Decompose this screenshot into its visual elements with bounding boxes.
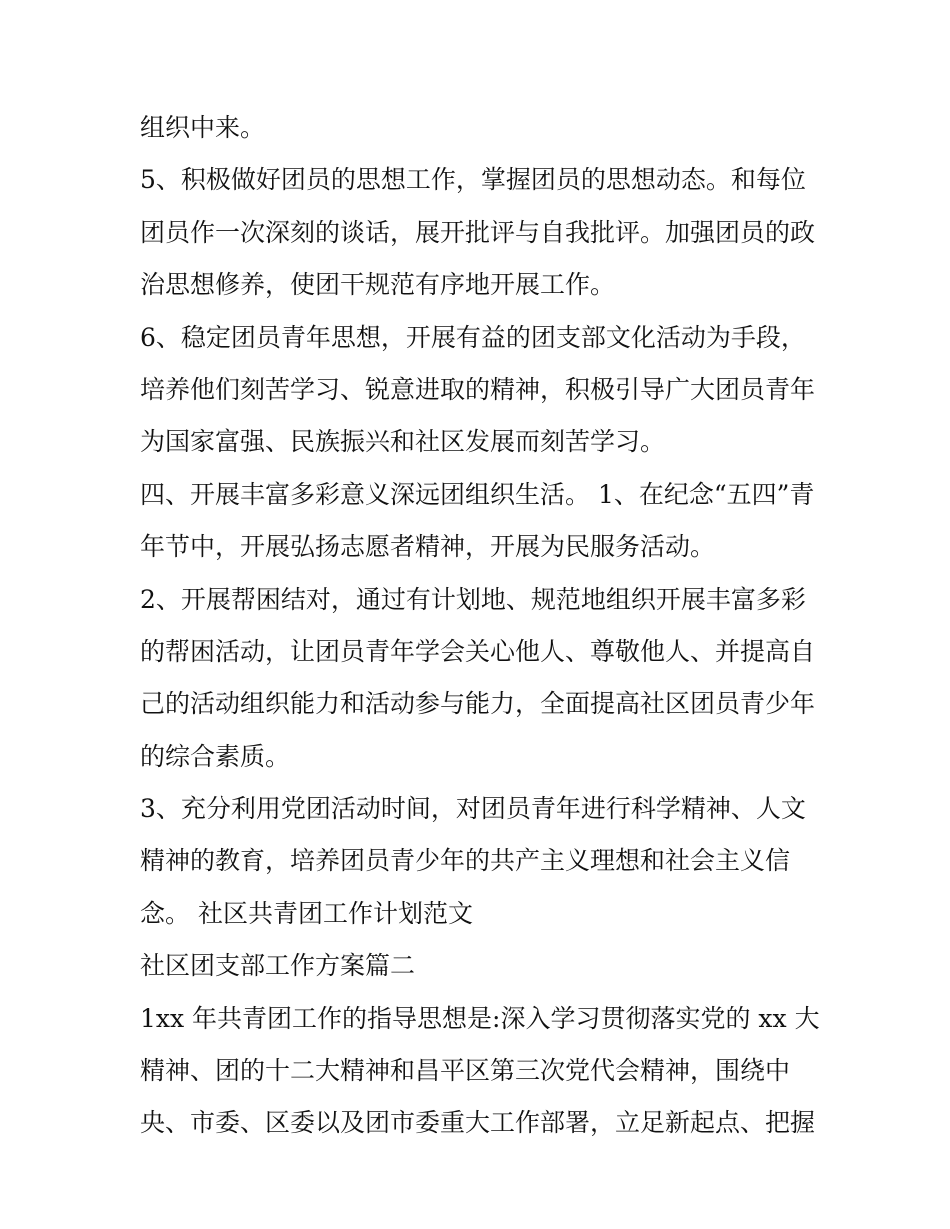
text-line: 1xx 年共青团工作的指导思想是:深入学习贯彻落实党的 xx 大 (140, 1003, 820, 1033)
section-heading: 社区团支部工作方案篇二 (140, 951, 416, 981)
text-line: 6、稳定团员青年思想，开展有益的团支部文化活动为手段， (140, 322, 806, 352)
text-line: 的帮困活动，让团员青年学会关心他人、尊敬他人、并提高自 (140, 636, 816, 666)
text-line: 央、市委、区委以及团市委重大工作部署，立足新起点、把握 (140, 1108, 816, 1138)
text-line: 己的活动组织能力和活动参与能力，全面提高社区团员青少年 (140, 689, 816, 719)
text-line: 培养他们刻苦学习、锐意进取的精神，积极引导广大团员青年 (140, 374, 816, 404)
document-body (140, 102, 820, 1150)
text-line: 3、充分利用党团活动时间，对团员青年进行科学精神、人文 (140, 794, 806, 824)
text-line: 2、开展帮困结对，通过有计划地、规范地组织开展丰富多彩 (140, 584, 806, 614)
text-line: 精神、团的十二大精神和昌平区第三次党代会精神，围绕中 (140, 1056, 791, 1086)
text-line: 念。 社区共青团工作计划范文 (140, 898, 473, 928)
text-line: 组织中来。 (140, 113, 266, 142)
text-line: 为国家富强、民族振兴和社区发展而刻苦学习。 (140, 427, 666, 457)
text-line: 精神的教育，培养团员青少年的共产主义理想和社会主义信 (140, 846, 791, 876)
text-line: 治思想修养，使团干规范有序地开展工作。 (140, 270, 616, 300)
text-line: 的综合素质。 (140, 741, 291, 771)
text-line: 四、开展丰富多彩意义深远团组织生活。 1、在纪念“五四”青 (140, 479, 815, 509)
text-line: 5、积极做好团员的思想工作，掌握团员的思想动态。和每位 (140, 165, 806, 195)
text-line: 团员作一次深刻的谈话，展开批评与自我批评。加强团员的政 (140, 217, 816, 247)
text-line: 年节中，开展弘扬志愿者精神，开展为民服务活动。 (140, 532, 716, 562)
